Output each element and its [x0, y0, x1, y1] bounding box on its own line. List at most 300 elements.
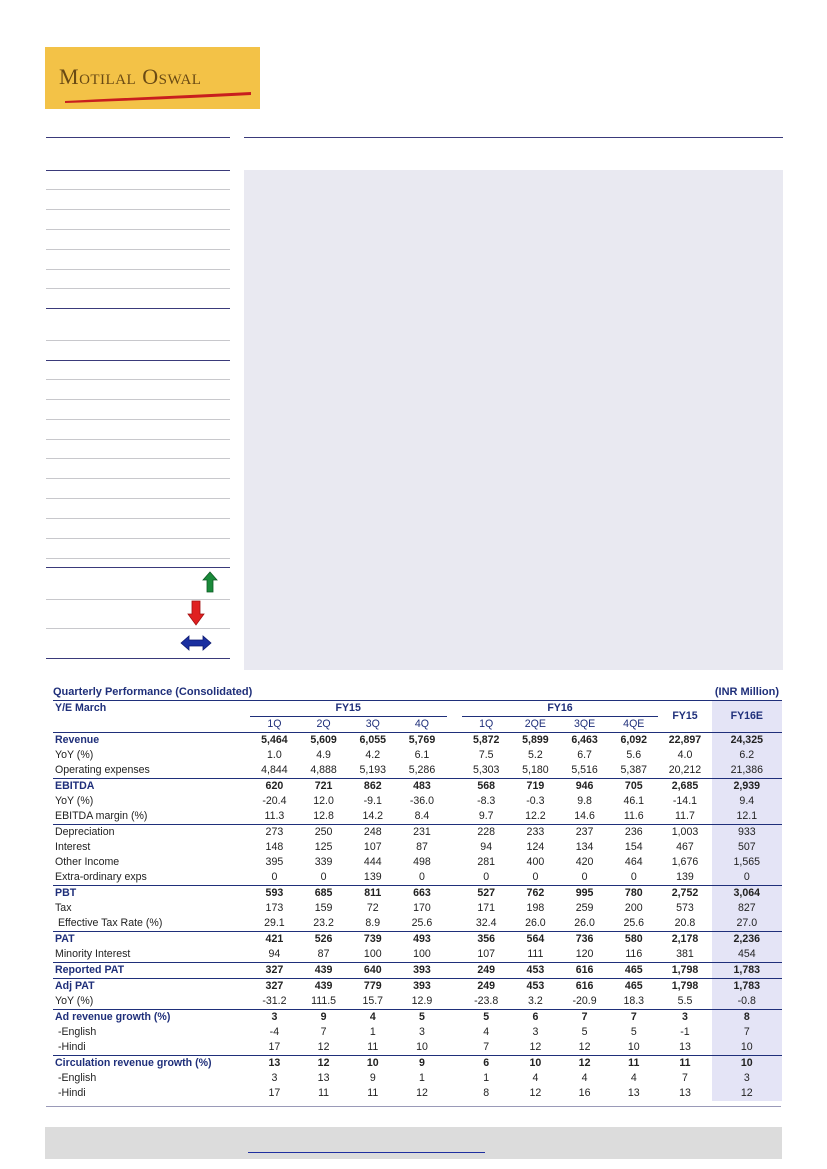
table-cell: 4.9 [316, 749, 331, 761]
table-cell: 249 [462, 963, 511, 979]
table-cell: 21,386 [712, 763, 782, 779]
table-cell: 1,676 [671, 856, 699, 868]
table-cell: 640 [348, 963, 397, 979]
table-cell: 12 [317, 1041, 330, 1053]
table-cell: 5,769 [397, 733, 446, 749]
table-row [53, 947, 782, 963]
table-cell: 5,193 [359, 764, 387, 776]
table-cell: 22,897 [658, 733, 711, 749]
table-cell: 8 [712, 1010, 782, 1026]
table-cell: 762 [511, 886, 560, 902]
table-cell: 6 [462, 1056, 511, 1072]
table-cell: 395 [265, 856, 284, 868]
table-cell: 573 [676, 902, 694, 914]
row-label: -Hindi [55, 1087, 86, 1099]
table-cell: -8.3 [477, 795, 496, 807]
table-cell: 5,464 [250, 733, 299, 749]
table-cell: 11 [318, 1087, 330, 1099]
table-cell: -14.1 [672, 795, 698, 807]
up-arrow-icon [202, 571, 218, 593]
table-cell: 4,888 [310, 764, 337, 776]
table-cell: 27.0 [712, 916, 782, 932]
right-header-rule [244, 137, 783, 138]
table-cell: 780 [609, 886, 658, 902]
footer-rule [46, 1106, 781, 1107]
table-row [53, 979, 782, 995]
table-cell: 6.1 [414, 749, 430, 761]
table-cell: 9.8 [577, 795, 592, 807]
table-cell: 11.3 [264, 810, 285, 822]
table-cell: 862 [348, 779, 397, 795]
table-cell: 198 [526, 902, 545, 914]
table-cell: 498 [413, 856, 431, 868]
table-cell: 9.7 [478, 810, 494, 822]
down-arrow-icon [187, 600, 205, 626]
table-cell: 421 [250, 932, 299, 948]
table-row [53, 1010, 782, 1026]
table-unit: (INR Million) [714, 686, 779, 698]
logo-swoosh-icon [63, 91, 253, 105]
table-cell: 705 [609, 779, 658, 795]
table-cell: 0 [581, 871, 588, 883]
left-section-rule [46, 170, 230, 171]
logo-wordmark: MOTILAL OSWAL [59, 64, 202, 89]
row-label: -Hindi [55, 1041, 86, 1053]
table-cell: 580 [609, 932, 658, 948]
row-label: Operating expenses [55, 764, 150, 776]
table-cell: 933 [712, 825, 782, 841]
table-row [53, 794, 782, 809]
table-cell: 1 [369, 1026, 376, 1038]
table-cell: 5 [581, 1026, 588, 1038]
table-cell: -20.4 [262, 795, 287, 807]
table-cell: 3 [250, 1010, 299, 1026]
table-cell: 564 [511, 932, 560, 948]
table-cell: 250 [299, 825, 348, 841]
table-cell: 12.2 [525, 810, 546, 822]
table-cell: 4 [630, 1072, 637, 1084]
row-label: -English [55, 1026, 97, 1038]
table-cell: 593 [250, 886, 299, 902]
table-cell: 248 [348, 825, 397, 841]
table-cell: 5,303 [472, 764, 500, 776]
table-cell: 1,003 [658, 825, 711, 841]
table-cell: 12 [416, 1087, 428, 1099]
table-cell: -0.8 [712, 994, 782, 1010]
table-cell: 3.2 [528, 995, 543, 1007]
table-cell: 6 [511, 1010, 560, 1026]
table-cell: 15.7 [362, 995, 384, 1007]
table-cell: 1 [483, 1072, 490, 1084]
table-cell: 32.4 [475, 917, 497, 929]
table-cell: 8.9 [365, 917, 381, 929]
table-cell: 946 [560, 779, 609, 795]
table-cell: 1,798 [658, 963, 711, 979]
table-cell: 0 [712, 870, 782, 886]
table-cell: 1,565 [712, 855, 782, 870]
table-cell: 7 [560, 1010, 609, 1026]
table-cell: 72 [366, 902, 379, 914]
table-cell: 0 [532, 871, 539, 883]
table-cell: 493 [397, 932, 446, 948]
table-cell: 20.8 [674, 917, 696, 929]
table-cell: 5.6 [626, 749, 642, 761]
table-row [53, 870, 782, 886]
table-row [53, 916, 782, 932]
quarter-header: 2QE [511, 717, 560, 733]
table-cell: 5,609 [299, 733, 348, 749]
table-cell: 3,064 [712, 886, 782, 902]
table-cell: 568 [462, 779, 511, 795]
table-row [53, 1056, 782, 1072]
table-cell: 125 [314, 841, 333, 853]
table-row [53, 1025, 782, 1040]
summary-panel [244, 170, 783, 670]
table-cell: 171 [477, 902, 496, 914]
table-cell: 249 [462, 979, 511, 995]
table-cell: 237 [560, 825, 609, 841]
table-cell: 400 [526, 856, 545, 868]
table-row [53, 840, 782, 855]
table-cell: 107 [363, 841, 382, 853]
table-cell: 454 [712, 947, 782, 963]
table-cell: 8 [483, 1087, 490, 1099]
table-cell: 7 [483, 1041, 490, 1053]
quarter-header: 1Q [462, 717, 511, 733]
table-cell: 620 [250, 779, 299, 795]
table-cell: 1 [419, 1072, 425, 1084]
table-cell: 4.0 [677, 749, 693, 761]
row-label: Interest [55, 841, 91, 853]
table-cell: 5 [630, 1026, 637, 1038]
table-cell: 170 [413, 902, 431, 914]
table-row [53, 763, 782, 779]
table-cell: 3 [419, 1026, 425, 1038]
table-cell: 439 [299, 979, 348, 995]
table-cell: 231 [397, 825, 446, 841]
table-cell: 663 [397, 886, 446, 902]
table-cell: 3 [271, 1072, 278, 1084]
table-cell: 11 [609, 1056, 658, 1072]
table-cell: -20.9 [572, 995, 597, 1007]
table-row [53, 733, 782, 749]
table-cell: 507 [712, 840, 782, 855]
table-cell: 5 [397, 1010, 446, 1026]
quarter-header: 2Q [299, 717, 348, 733]
table-cell: 827 [712, 901, 782, 916]
table-cell: 3 [532, 1026, 539, 1038]
table-cell: 5,180 [522, 764, 549, 776]
table-cell: 6,463 [560, 733, 609, 749]
table-cell: 148 [265, 841, 284, 853]
table-cell: 9 [369, 1072, 376, 1084]
row-label: Minority Interest [55, 948, 131, 960]
table-row [53, 825, 782, 841]
ye-label: Y/E March [53, 701, 250, 717]
table-cell: 100 [413, 948, 431, 960]
table-cell: 6.7 [577, 749, 592, 761]
table-cell: 273 [250, 825, 299, 841]
table-cell: 111 [527, 948, 544, 960]
table-cell: 721 [299, 779, 348, 795]
table-cell: 6,092 [609, 733, 658, 749]
table-cell: 1,798 [658, 979, 711, 995]
table-cell: 995 [560, 886, 609, 902]
table-cell: 10 [712, 1056, 782, 1072]
table-cell: 339 [314, 856, 333, 868]
table-cell: 393 [397, 979, 446, 995]
table-cell: 4 [581, 1072, 588, 1084]
left-header-rule [46, 137, 230, 138]
table-cell: 12.8 [313, 810, 334, 822]
row-label: PAT [53, 932, 250, 948]
table-cell: 13 [317, 1072, 330, 1084]
table-cell: 8.4 [414, 810, 430, 822]
table-cell: 107 [477, 948, 496, 960]
table-cell: 393 [397, 963, 446, 979]
table-cell: 811 [348, 886, 397, 902]
table-cell: 5,286 [408, 764, 436, 776]
table-cell: 2,178 [658, 932, 711, 948]
table-cell: 12.1 [712, 809, 782, 825]
table-cell: 464 [624, 856, 643, 868]
row-label: Circulation revenue growth (%) [53, 1056, 250, 1072]
table-cell: 616 [560, 979, 609, 995]
table-cell: 2,752 [658, 886, 711, 902]
table-cell: 3 [658, 1010, 711, 1026]
table-cell: 236 [609, 825, 658, 841]
table-cell: 4 [532, 1072, 539, 1084]
table-cell: 11.7 [675, 810, 695, 822]
table-cell: 356 [462, 932, 511, 948]
table-cell: 139 [363, 871, 382, 883]
table-cell: 9 [299, 1010, 348, 1026]
table-cell: 17 [268, 1041, 281, 1053]
table-row [53, 1040, 782, 1056]
table-cell: 120 [575, 948, 594, 960]
table-cell: 0 [271, 871, 278, 883]
table-cell: 0 [320, 871, 327, 883]
table-cell: 736 [560, 932, 609, 948]
table-cell: 10 [712, 1040, 782, 1056]
table-cell: 6.2 [712, 748, 782, 763]
table-cell: 779 [348, 979, 397, 995]
table-cell: 18.3 [623, 995, 645, 1007]
table-cell: 4,844 [261, 764, 288, 776]
footer-bar [45, 1127, 782, 1159]
table-cell: 0 [419, 871, 425, 883]
table-cell: 5,872 [462, 733, 511, 749]
table-cell: 11 [367, 1041, 379, 1053]
table-row [53, 886, 782, 902]
table-cell: 11.6 [623, 810, 644, 822]
table-cell: 12 [299, 1056, 348, 1072]
table-cell: 10 [348, 1056, 397, 1072]
table-cell: 94 [480, 841, 493, 853]
table-cell: 439 [299, 963, 348, 979]
table-cell: 29.1 [264, 917, 285, 929]
table-cell: 7 [609, 1010, 658, 1026]
table-cell: 281 [477, 856, 496, 868]
table-cell: 7 [712, 1025, 782, 1040]
table-cell: 453 [511, 963, 560, 979]
table-cell: 5,516 [571, 764, 598, 776]
table-cell: 200 [624, 902, 643, 914]
table-cell: 7.5 [478, 749, 494, 761]
table-cell: 685 [299, 886, 348, 902]
table-cell: 13 [627, 1087, 640, 1099]
table-row [53, 1086, 782, 1101]
table-cell: 124 [526, 841, 545, 853]
table-cell: 526 [299, 932, 348, 948]
table-cell: 13 [679, 1041, 691, 1053]
table-cell: 25.6 [411, 917, 433, 929]
row-label: Revenue [53, 733, 250, 749]
table-cell: 12.0 [313, 795, 334, 807]
table-row [53, 994, 782, 1010]
footer-link-underline[interactable] [248, 1152, 485, 1153]
table-cell: 139 [676, 871, 694, 883]
table-cell: 12 [578, 1041, 591, 1053]
table-cell: 3 [712, 1071, 782, 1086]
table-cell: 116 [625, 948, 643, 960]
table-cell: 1,783 [712, 979, 782, 995]
table-cell: -9.1 [363, 795, 382, 807]
table-cell: 1,783 [712, 963, 782, 979]
table-cell: 87 [416, 841, 428, 853]
table-row [53, 963, 782, 979]
table-cell: 5.5 [677, 995, 693, 1007]
table-cell: 10 [416, 1041, 428, 1053]
table-cell: 453 [511, 979, 560, 995]
table-cell: 444 [363, 856, 382, 868]
table-cell: 46.1 [623, 795, 645, 807]
table-cell: 739 [348, 932, 397, 948]
table-row [53, 932, 782, 948]
table-row [53, 809, 782, 825]
table-cell: 25.6 [623, 917, 645, 929]
table-cell: 465 [609, 963, 658, 979]
quarter-header: 3Q [348, 717, 397, 733]
table-cell: 12 [529, 1087, 542, 1099]
table-cell: -36.0 [409, 795, 435, 807]
table-cell: 100 [363, 948, 382, 960]
table-cell: 420 [575, 856, 594, 868]
row-label: YoY (%) [55, 795, 94, 807]
table-cell: 5 [462, 1010, 511, 1026]
table-cell: 13 [679, 1087, 691, 1099]
quarter-header: 1Q [250, 717, 299, 733]
row-label: Depreciation [53, 825, 250, 841]
table-row [53, 1071, 782, 1086]
table-cell: 465 [609, 979, 658, 995]
row-label: EBITDA [53, 779, 250, 795]
row-label: Tax [55, 902, 72, 914]
table-cell: 173 [265, 902, 284, 914]
fy16e-total-header: FY16E [712, 701, 782, 733]
table-cell: 26.0 [574, 917, 595, 929]
table-cell: 12.9 [411, 995, 433, 1007]
table-cell: 14.2 [362, 810, 384, 822]
table-cell: 159 [314, 902, 333, 914]
table-cell: 4 [483, 1026, 490, 1038]
table-cell: 14.6 [574, 810, 595, 822]
table-cell: 2,236 [712, 932, 782, 948]
row-label: YoY (%) [55, 995, 94, 1007]
row-label: EBITDA margin (%) [55, 810, 148, 822]
table-cell: 327 [250, 979, 299, 995]
fy16-group-header: FY16 [462, 701, 659, 717]
table-cell: 0 [630, 871, 637, 883]
table-cell: 17 [268, 1087, 281, 1099]
table-cell: 11 [658, 1056, 711, 1072]
table-cell: 228 [462, 825, 511, 841]
table-cell: 94 [268, 948, 281, 960]
table-cell: 16 [578, 1087, 591, 1099]
table-cell: 23.2 [313, 917, 334, 929]
table-cell: -0.3 [526, 795, 545, 807]
table-cell: 1.0 [267, 749, 282, 761]
table-cell: 483 [397, 779, 446, 795]
row-label: -English [55, 1072, 97, 1084]
table-cell: 616 [560, 963, 609, 979]
table-cell: 4 [348, 1010, 397, 1026]
table-cell: 4.2 [365, 749, 381, 761]
table-row [53, 855, 782, 870]
table-cell: 2,685 [658, 779, 711, 795]
table-cell: 12 [529, 1041, 542, 1053]
quarter-header: 3QE [560, 717, 609, 733]
table-row [53, 779, 782, 795]
table-cell: -1 [680, 1026, 690, 1038]
quarter-header: 4QE [609, 717, 658, 733]
table-cell: 11 [367, 1087, 379, 1099]
row-label: Other Income [55, 856, 120, 868]
table-cell: -4 [269, 1026, 280, 1038]
row-label: PBT [53, 886, 250, 902]
table-cell: 6,055 [348, 733, 397, 749]
table-cell: 467 [676, 841, 694, 853]
quarter-header: 4Q [397, 717, 446, 733]
table-title: Quarterly Performance (Consolidated) [53, 686, 253, 698]
table-cell: 527 [462, 886, 511, 902]
table-cell: 719 [511, 779, 560, 795]
table-row [53, 748, 782, 763]
table-cell: 10 [511, 1056, 560, 1072]
table-cell: 10 [627, 1041, 640, 1053]
row-label: Extra-ordinary exps [55, 871, 147, 883]
table-cell: 24,325 [712, 733, 782, 749]
table-cell: 5.2 [528, 749, 543, 761]
table-cell: 134 [575, 841, 594, 853]
row-label: YoY (%) [55, 749, 94, 761]
table-cell: 9 [397, 1056, 446, 1072]
table-cell: 154 [624, 841, 643, 853]
table-cell: 7 [682, 1072, 688, 1084]
fy15-total-header: FY15 [658, 701, 711, 733]
row-label: Adj PAT [53, 979, 250, 995]
table-cell: 0 [483, 871, 490, 883]
table-cell: 26.0 [525, 917, 546, 929]
table-cell: 12 [712, 1086, 782, 1101]
table-cell: 327 [250, 963, 299, 979]
table-cell: 87 [317, 948, 330, 960]
table-cell: 13 [250, 1056, 299, 1072]
table-cell: 5,899 [511, 733, 560, 749]
table-cell: 20,212 [668, 764, 702, 776]
table-cell: 7 [320, 1026, 327, 1038]
table-cell: 381 [676, 948, 694, 960]
